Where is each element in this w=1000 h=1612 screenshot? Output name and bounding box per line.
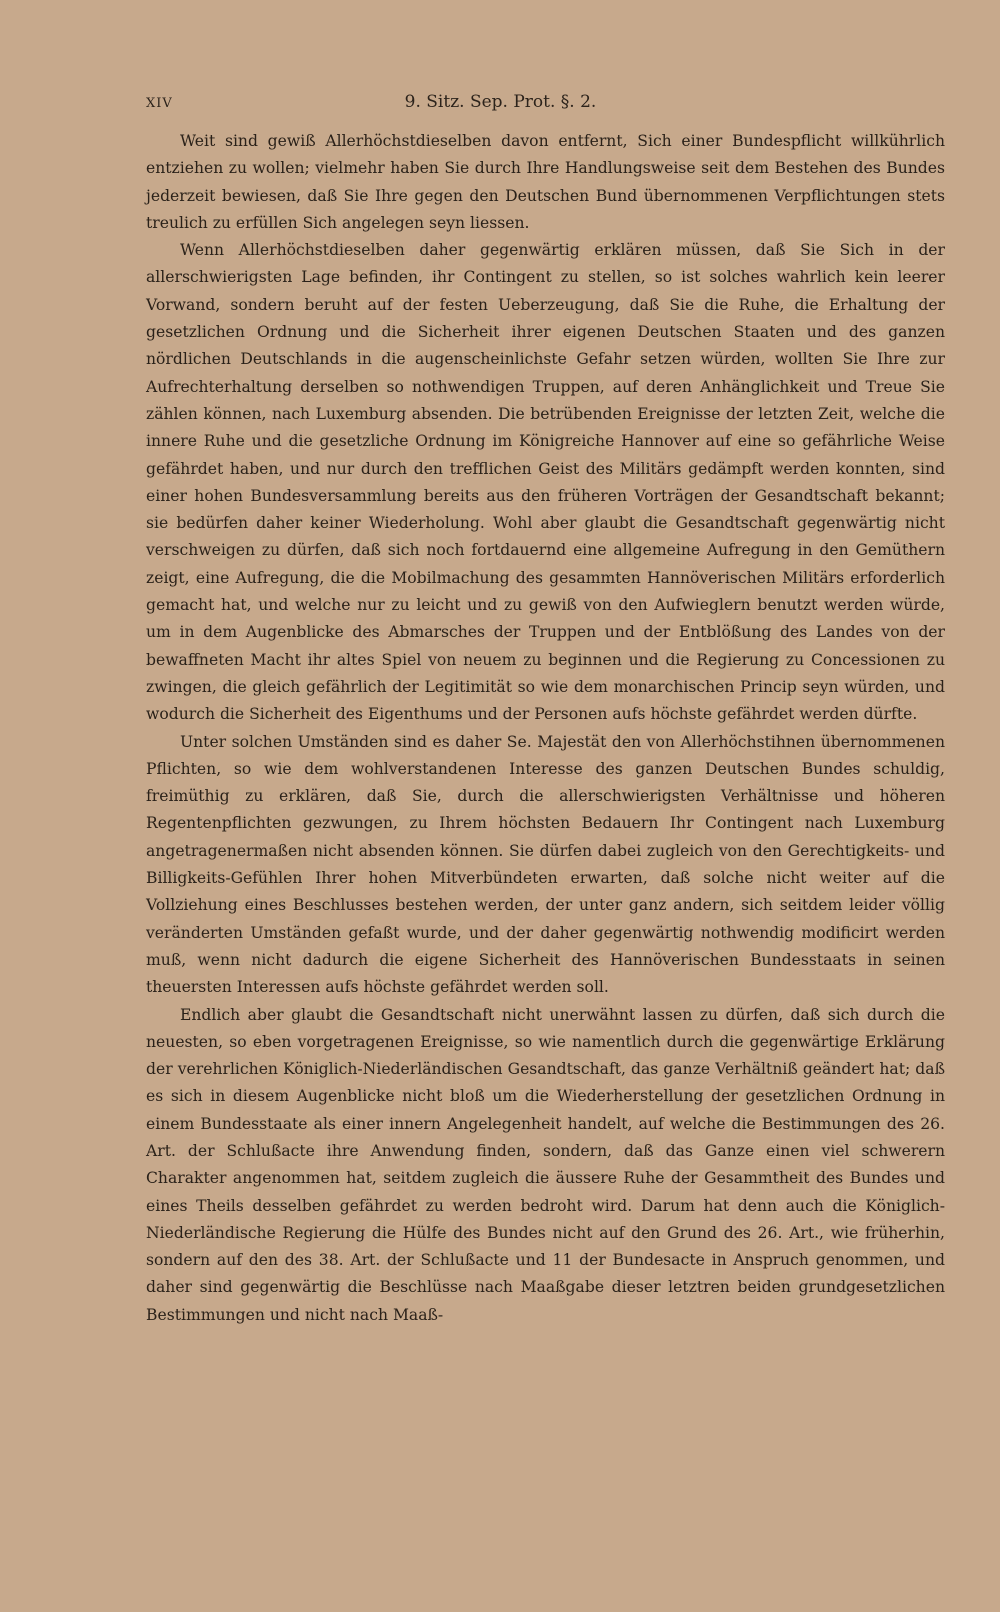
paragraph: Unter solchen Umständen sind es daher Se. Majestät den von Allerhöchstihnen übernommenen Pflichten, so wie dem wohlverstandenen Interesse des ganzen Deutschen Bundes schuldig, freimüthig zu erklären, daß Sie, durch die allerschwierigsten Verhältnisse und höheren Regentenpflichten gezwungen, zu Ihrem höchsten Bedauern Ihr Contingent nach Luxemburg angetragenermaßen nicht absenden können. Sie dürfen dabei zugleich von den Gerechtigkeits- und Billigkeits-Gefühlen Ihrer hohen Mitverbündeten erwarten, daß solche nicht weiter auf die Vollziehung eines Beschlusses bestehen werden, der unter ganz andern, sich seitdem leider völlig veränderten Umständen gefaßt wurde, und der daher gegenwärtig nothwendig modificirt werden muß, wenn nicht dadurch die eigene Sicherheit des Hannöverischen Bundesstaats in seinen theuersten Interessen aufs höchste gefährdet werden soll. [146,732,945,997]
body-text [146,128,945,1329]
paragraph: Endlich aber glaubt die Gesandtschaft nicht unerwähnt lassen zu dürfen, daß sich durch die neuesten, so eben vorgetragenen Ereignisse, so wie namentlich durch die gegenwärtige Erklärung der verehrlichen Königlich-Niederländischen Gesandtschaft, das ganze Verhältniß geändert hat; daß es sich in diesem Augenblicke nicht bloß um die Wiederherstellung der gesetzlichen Ordnung in einem Bundesstaate als einer innern Angelegenheit handelt, auf welche die Bestimmungen des 26. Art. der Schlußacte ihre Anwendung finden, sondern, daß das Ganze einen viel schwerern Charakter angenommen hat, seitdem zugleich die äussere Ruhe der Gesammtheit des Bundes und eines Theils desselben gefährdet zu werden bedroht wird. Darum hat denn auch die Königlich-Niederländische Regierung die Hülfe des Bundes nicht auf den Grund des 26. Art., wie früherhin, sondern auf den des 38. Art. der Schlußacte und 11 der Bundesacte in Anspruch genommen, und daher sind gegenwärtig die Beschlüsse nach Maaßgabe dieser letztren beiden grundgesetzlichen Bestimmungen und nicht nach Maaß- [146,1005,945,1324]
page-number: XIV [146,96,173,111]
running-head: 9. Sitz. Sep. Prot. §. 2. [404,92,597,112]
page-content [146,92,945,1329]
paragraph: Weit sind gewiß Allerhöchstdieselben davon entfernt, Sich einer Bundespflicht willkührlich entziehen zu wollen; vielmehr haben Sie durch Ihre Handlungsweise seit dem Bestehen des Bundes jederzeit bewiesen, daß Sie Ihre gegen den Deutschen Bund übernommenen Verpflichtungen stets treulich zu erfüllen Sich angelegen seyn liessen. [146,132,945,232]
page-header [146,92,945,116]
paragraph: Wenn Allerhöchstdieselben daher gegenwärtig erklären müssen, daß Sie Sich in der allerschwierigsten Lage befinden, ihr Contingent zu stellen, so ist solches wahrlich kein leerer Vorwand, sondern beruht auf der festen Ueberzeugung, daß Sie die Ruhe, die Erhaltung der gesetzlichen Ordnung und die Sicherheit ihrer eigenen Deutschen Staaten und des ganzen nördlichen Deutschlands in die augenscheinlichste Gefahr setzen würden, wollten Sie Ihre zur Aufrechterhaltung derselben so nothwendigen Truppen, auf deren Anhänglichkeit und Treue Sie zählen können, nach Luxemburg absenden. Die betrübenden Ereignisse der letzten Zeit, welche die innere Ruhe und die gesetzliche Ordnung im Königreiche Hannover auf eine so gefährliche Weise gefährdet haben, und nur durch den trefflichen Geist des Militärs gedämpft werden konnten, sind einer hohen Bundesversammlung bereits aus den früheren Vorträgen der Gesandtschaft bekannt; sie bedürfen daher keiner Wiederholung. Wohl aber glaubt die Gesandtschaft gegenwärtig nicht verschweigen zu dürfen, daß sich noch fortdauernd eine allgemeine Aufregung in den Gemüthern zeigt, eine Aufregung, die die Mobilmachung des gesammten Hannöverischen Militärs erforderlich gemacht hat, und welche nur zu leicht und zu gewiß von den Aufwieglern benutzt werden würde, um in dem Augenblicke des Abmarsches der Truppen und der Entblößung des Landes von der bewaffneten Macht ihr altes Spiel von neuem zu beginnen und die Regierung zu Concessionen zu zwingen, die gleich gefährlich der Legitimität so wie dem monarchischen Princip seyn würden, und wodurch die Sicherheit des Eigenthums und der Personen aufs höchste gefährdet werden dürfte. [146,241,945,724]
